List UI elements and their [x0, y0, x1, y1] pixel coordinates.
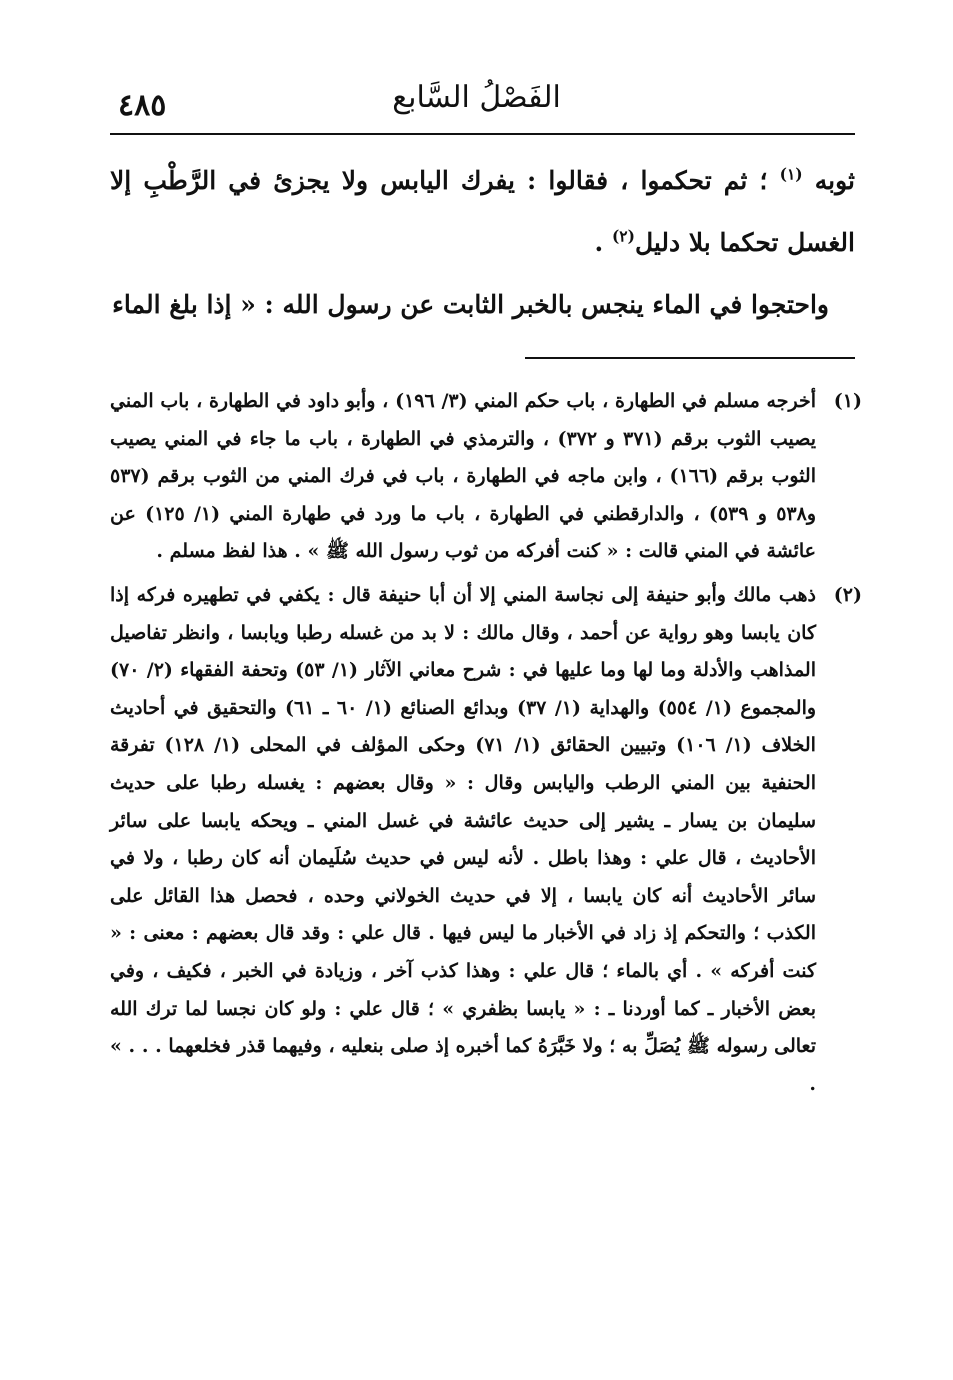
running-title: الفَصْلُ السَّابع	[392, 80, 561, 115]
footnote-text: ذهب مالك وأبو حنيفة إلى نجاسة المني إلا أن أبا حنيفة قال : يكفي في تطهيره فركه إذا كان يابسا وهو رواية عن أحمد ، وقال مالك : لا بد من غسله رطبا ويابسا ، وانظر تفاصيل المذاهب والأدلة وما لها وما عليها في : شرح معاني الآثار (١/ ٥٣) وتحفة الفقهاء (٢/ ٧٠) والمجموع (١/ ٥٥٤) والهداية (١/ ٣٧) وبدائع الصنائع (١/ ٦٠ ـ ٦١) والتحقيق في أحاديث الخلاف (١/ ١٠٦) وتبيين الحقائق (١/ ٧١) وحكى المؤلف في المحلى (١/ ١٢٨) تفرقة الحنفية بين المني الرطب واليابس وقال : « وقال بعضهم : يغسله رطبا على حديث سليمان بن يسار ـ يشير إلى حديث عائشة في غسل المني ـ ويحكه يابسا على سائر الأحاديث ، قال علي : وهذا باطل . لأنه ليس في حديث سُلَيمان أنه كان رطبا ، ولا في سائر الأحاديث أنه كان يابسا ، إلا في حديث الخولاني وحده ، فحصل هذا القائل على الكذب ؛ والتحكم إذ زاد في الأخبار ما ليس فيها . قال علي : وقد قال بعضهم : معنى : « كنت أفركه » . أي بالماء ؛ قال علي : وهذا كذب آخر ، وزيادة في الخبر ، فكيف ، وفي بعض الأخبار ـ كما أوردنا ـ : « يابسا بظفري » ؛ قال علي : ولو كان نجسا لما ترك الله تعالى رسوله ﷺ يُصَلِّ به ؛ ولا خَبَّرَهُ كما أخبره إذ صلى بنعليه ، وفيهما قذر فخلعهما . . . » .	[110, 583, 817, 1095]
footnote-1	[110, 383, 862, 571]
footnotes	[110, 383, 862, 1109]
footnote-ref-1[interactable]: (١)	[779, 164, 803, 184]
main-text-run: ثوبه	[814, 166, 855, 195]
footnote-text: أخرجه مسلم في الطهارة ، باب حكم المني (٣/ ١٩٦) ، وأبو داود في الطهارة ، باب المني يصيب الثوب برقم (٣٧١ و ٣٧٢) ، والترمذي في الطهارة ، باب ما جاء في المني يصيب الثوب برقم (١٦٦) ، وابن ماجه في الطهارة ، باب في فرك المني من الثوب برقم (٥٣٧ و٥٣٨ و ٥٣٩) ، والدارقطني في الطهارة ، باب ما ورد في طهارة المني (١/ ١٢٥) عن عائشة في المني قالت : « كنت أفركه من ثوب رسول الله ﷺ » . هذا لفظ مسلم .	[110, 390, 816, 563]
footnote-separator	[525, 357, 855, 359]
footnote-ref-2[interactable]: (٢)	[611, 226, 635, 246]
page-number: ٤٨٥	[118, 88, 167, 123]
main-text-run: .	[594, 228, 612, 257]
main-paragraph-1	[110, 150, 855, 274]
main-text-run: ؛ ثم تحكموا ، فقالوا : يفرك اليابس ولا يجزئ في الرَّطْبِ إلا الغسل تحكما بلا دليل	[110, 166, 855, 257]
footnote-number: (٢)	[833, 583, 862, 606]
header-rule	[110, 133, 855, 135]
footnote-2	[110, 577, 862, 1103]
footnote-number: (١)	[833, 390, 862, 412]
main-text	[110, 150, 855, 336]
main-paragraph-2: واحتجوا في الماء ينجس بالخبر الثابت عن رسول الله : « إذا بلغ الماء	[112, 290, 829, 319]
